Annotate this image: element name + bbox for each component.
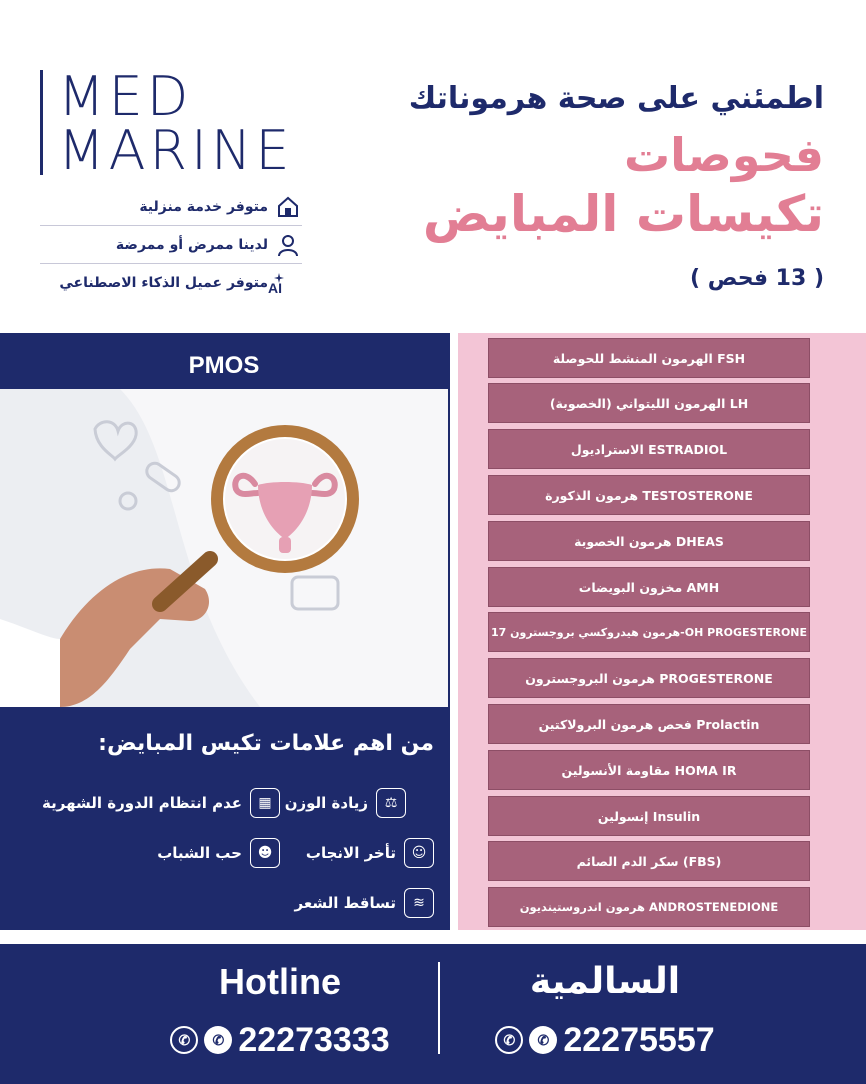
feature-ai-agent — [40, 264, 302, 302]
sign-irregular-cycle — [42, 788, 280, 818]
test-item — [488, 704, 810, 744]
feature-list — [40, 188, 302, 302]
hotline-number[interactable]: 22273333 — [238, 1021, 390, 1059]
feature-text: لدينا ممرض أو ممرضة — [115, 236, 268, 253]
info-panel — [0, 333, 450, 930]
face-icon: ☻ — [250, 838, 280, 868]
test-label: سكر الدم الصائم (FBS) — [576, 853, 722, 869]
test-item — [488, 521, 810, 561]
hotline-label: Hotline — [219, 961, 341, 1002]
logo-accent-bar — [40, 70, 43, 175]
headline-subtitle: اطمئني على صحة هرموناتك — [408, 81, 824, 116]
svg-text:AI: AI — [268, 280, 282, 296]
pmos-header — [0, 343, 448, 389]
test-label: مخزون البويضات AMH — [578, 579, 720, 595]
doctor-magnifier-illustration — [0, 389, 448, 707]
test-label: هرمون هيدروكسي بروجسترون 17-OH PROGESTERONE — [490, 625, 808, 639]
couple-icon: ☺ — [404, 838, 434, 868]
test-label: فحص هرمون البرولاكتين Prolactin — [538, 716, 760, 732]
sign-text: تساقط الشعر — [294, 894, 396, 912]
test-item — [488, 475, 810, 515]
feature-nurse — [40, 226, 302, 264]
test-list — [458, 333, 866, 930]
scale-icon: ⚖ — [376, 788, 406, 818]
test-item — [488, 796, 810, 836]
test-label: مقاومة الأنسولين HOMA IR — [561, 762, 737, 778]
salmiya-number[interactable]: 22275557 — [563, 1021, 715, 1059]
hotline-block — [130, 960, 430, 1060]
salmiya-label: السالمية — [529, 961, 681, 1002]
sign-hair-loss — [295, 888, 434, 918]
test-label: هرمون الخصوبة DHEAS — [574, 533, 724, 549]
headline-title-1: فحوصات — [623, 128, 824, 182]
contact-footer — [0, 944, 866, 1084]
hotline-phone-row — [130, 1020, 430, 1060]
headline — [304, 78, 824, 291]
test-item — [488, 383, 810, 423]
sign-text: زيادة الوزن — [284, 794, 368, 812]
test-label: الهرمون المنشط للحوصلة FSH — [552, 350, 746, 366]
comb-icon: ≋ — [404, 888, 434, 918]
feature-text: متوفر خدمة منزلية — [139, 198, 268, 215]
test-item — [488, 338, 810, 378]
salmiya-block — [455, 960, 755, 1060]
test-item — [488, 841, 810, 881]
test-label: هرمون اندروستينديون ANDROSTENEDIONE — [519, 900, 779, 914]
pcos-signs — [0, 707, 448, 930]
test-item — [488, 429, 810, 469]
home-icon — [274, 193, 302, 221]
test-label: الهرمون الليتواني (الخصوبة) LH — [549, 395, 749, 411]
test-count: ( 13 فحص ) — [690, 266, 824, 291]
sign-delayed-fertility — [306, 838, 434, 868]
sign-text: حب الشباب — [157, 844, 242, 862]
whatsapp-icon: ✆ — [529, 1026, 557, 1054]
test-label: هرمون الذكورة TESTOSTERONE — [545, 487, 753, 503]
test-label: الاستراديول ESTRADIOL — [570, 441, 728, 457]
test-item — [488, 658, 810, 698]
brand-logo — [40, 65, 302, 182]
phone-icon: ✆ — [170, 1026, 198, 1054]
sign-weight-gain — [285, 788, 406, 818]
feature-home-service — [40, 188, 302, 226]
test-item — [488, 750, 810, 790]
test-item — [488, 567, 810, 607]
ai-icon — [268, 269, 302, 297]
phone-icon: ✆ — [495, 1026, 523, 1054]
sign-text: عدم انتظام الدورة الشهرية — [42, 794, 242, 812]
test-item — [488, 887, 810, 927]
test-item — [488, 612, 810, 652]
pmos-label: PMOS — [188, 352, 260, 379]
signs-title: من اهم علامات تكيس المبايض: — [98, 731, 434, 756]
test-label: إنسولين Insulin — [597, 808, 701, 824]
feature-text: متوفر عميل الذكاء الاصطناعي — [59, 275, 268, 291]
logo-line-2: MARINE — [58, 119, 294, 182]
test-label: هرمون البروجسترون PROGESTERONE — [525, 670, 773, 686]
sign-text: تأخر الانجاب — [305, 844, 396, 862]
logo-line-1: MED — [58, 65, 193, 128]
calendar-icon: ▦ — [250, 788, 280, 818]
headline-title-2: تكيسات المبايض — [422, 185, 824, 243]
nurse-icon — [274, 231, 302, 259]
sign-acne — [157, 838, 280, 868]
salmiya-phone-row — [455, 1020, 755, 1060]
whatsapp-icon: ✆ — [204, 1026, 232, 1054]
footer-divider — [438, 962, 440, 1054]
